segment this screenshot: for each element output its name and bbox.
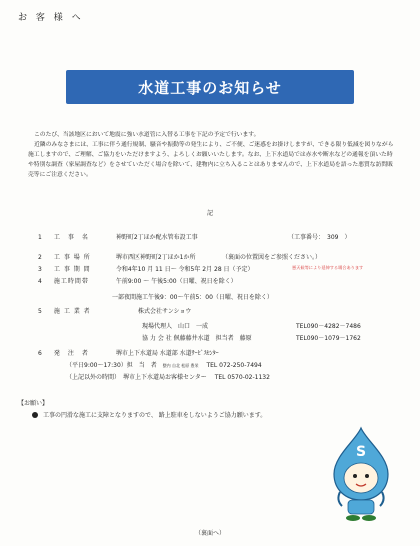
weather-extension-note: 悪天候等により延伸する場合あります: [292, 265, 364, 270]
weekday-contact-label: （平日9:00～17:30）担 当 者: [66, 362, 157, 369]
construction-number: （工事番号： 309 ）: [288, 234, 351, 241]
partner-company-tel: TEL090－1079－1762: [296, 335, 361, 342]
item-value: 堺市上下水道局 水道部 水道ｻｰﾋﾞｽｾﾝﾀｰ: [115, 350, 219, 357]
notice-body: [32, 410, 266, 419]
item-value: 午前9:00 ～ 午後5:00（日曜、祝日を除く）: [115, 278, 237, 285]
item-number: 1: [38, 234, 42, 241]
title-banner: [66, 70, 354, 104]
page-title: 水道工事のお知らせ: [138, 78, 282, 97]
notice-heading: 【お願い】: [18, 400, 49, 407]
see-reverse-note: （裏面へ）: [194, 530, 225, 537]
intro-text: [28, 130, 394, 180]
item-number: 3: [38, 266, 42, 273]
bullet-icon: [32, 412, 38, 418]
after-hours-contact-tel: TEL 0570-02-1132: [214, 374, 270, 381]
after-hours-contact: [66, 372, 270, 381]
item-value: 堺市西区神野町2丁ほか1か所: [115, 254, 196, 261]
intro-paragraph-2: 近隣のみなさまには、工事に伴う通行規制、騒音や振動等の発生により、ご不便、ご迷惑をお掛けしますが、できる限り低減を図りながら施工しますので、ご理解、ご協力をいただけますよう、よろしくお願いいたします。なお、上下水道局では赤水や断水などの通報を頂いた時や特別な調査（家屋調査など）をさせていただく場合を除いて、建物内に立ち入ることはありませんので、上下水道局を語った悪質な訪問販売等にご注意ください。: [28, 142, 394, 178]
item-location: [38, 252, 322, 261]
item-contractor: [38, 306, 192, 315]
notice-text: 工事の円滑な施工に支障となりますので、 路上駐車をしないようご協力願います。: [43, 412, 267, 419]
item-value: 令和4年10 月 11 日～ 令和5年 2月 28 日（予定）: [115, 266, 254, 273]
weekday-contact-staff: 整内 自北 松原 豊栄: [162, 363, 199, 368]
item-value: 神野町2丁ほか配水管布設工事: [115, 234, 198, 241]
weekday-contact-tel: TEL 072-250-7494: [206, 362, 262, 369]
water-drop-mascot: [326, 426, 396, 526]
svg-text:S: S: [355, 444, 367, 460]
intro-paragraph-1: このたび、当該地区において地震に強い水道管に入替る工事を下記の予定で行います。: [34, 132, 260, 138]
greeting: お 客 様 へ: [18, 13, 84, 23]
partner-company: 協 力 会 社 㑉藤藤井水道 担当者 藤原: [142, 335, 252, 342]
night-work-hours: 一部夜間施工午後9：00～午前5：00（日曜、祝日を除く）: [112, 294, 273, 301]
after-hours-contact-label: （上記以外の時間） 堺市上下水道局お客様センター: [66, 374, 207, 381]
map-reference-note: （裏面の位置図をご参照ください。）: [222, 254, 322, 261]
item-number: 2: [38, 254, 42, 261]
item-number: 4: [38, 278, 42, 285]
item-label: 工 事 期 間: [53, 266, 91, 273]
item-construction-name: [38, 232, 351, 241]
company-name: 株式会社サンショウ: [138, 308, 192, 315]
item-number: 5: [38, 308, 42, 315]
weekday-contact: [66, 360, 262, 369]
item-label: 施工時間帯: [53, 278, 89, 285]
item-orderer: [38, 348, 219, 357]
item-label: 工 事 場 所: [53, 254, 91, 261]
item-number: 6: [38, 350, 42, 357]
site-agent-tel: TEL090－4282－7486: [296, 323, 361, 330]
item-label: 発 注 者: [53, 350, 89, 357]
ki-heading: 記: [206, 210, 213, 217]
item-period: [38, 264, 364, 273]
site-agent: 現場代理人 山口 一成: [142, 323, 209, 330]
item-label: 工 事 名: [53, 234, 89, 241]
item-label: 施 工 業 者: [53, 308, 91, 315]
item-work-hours: [38, 276, 237, 285]
